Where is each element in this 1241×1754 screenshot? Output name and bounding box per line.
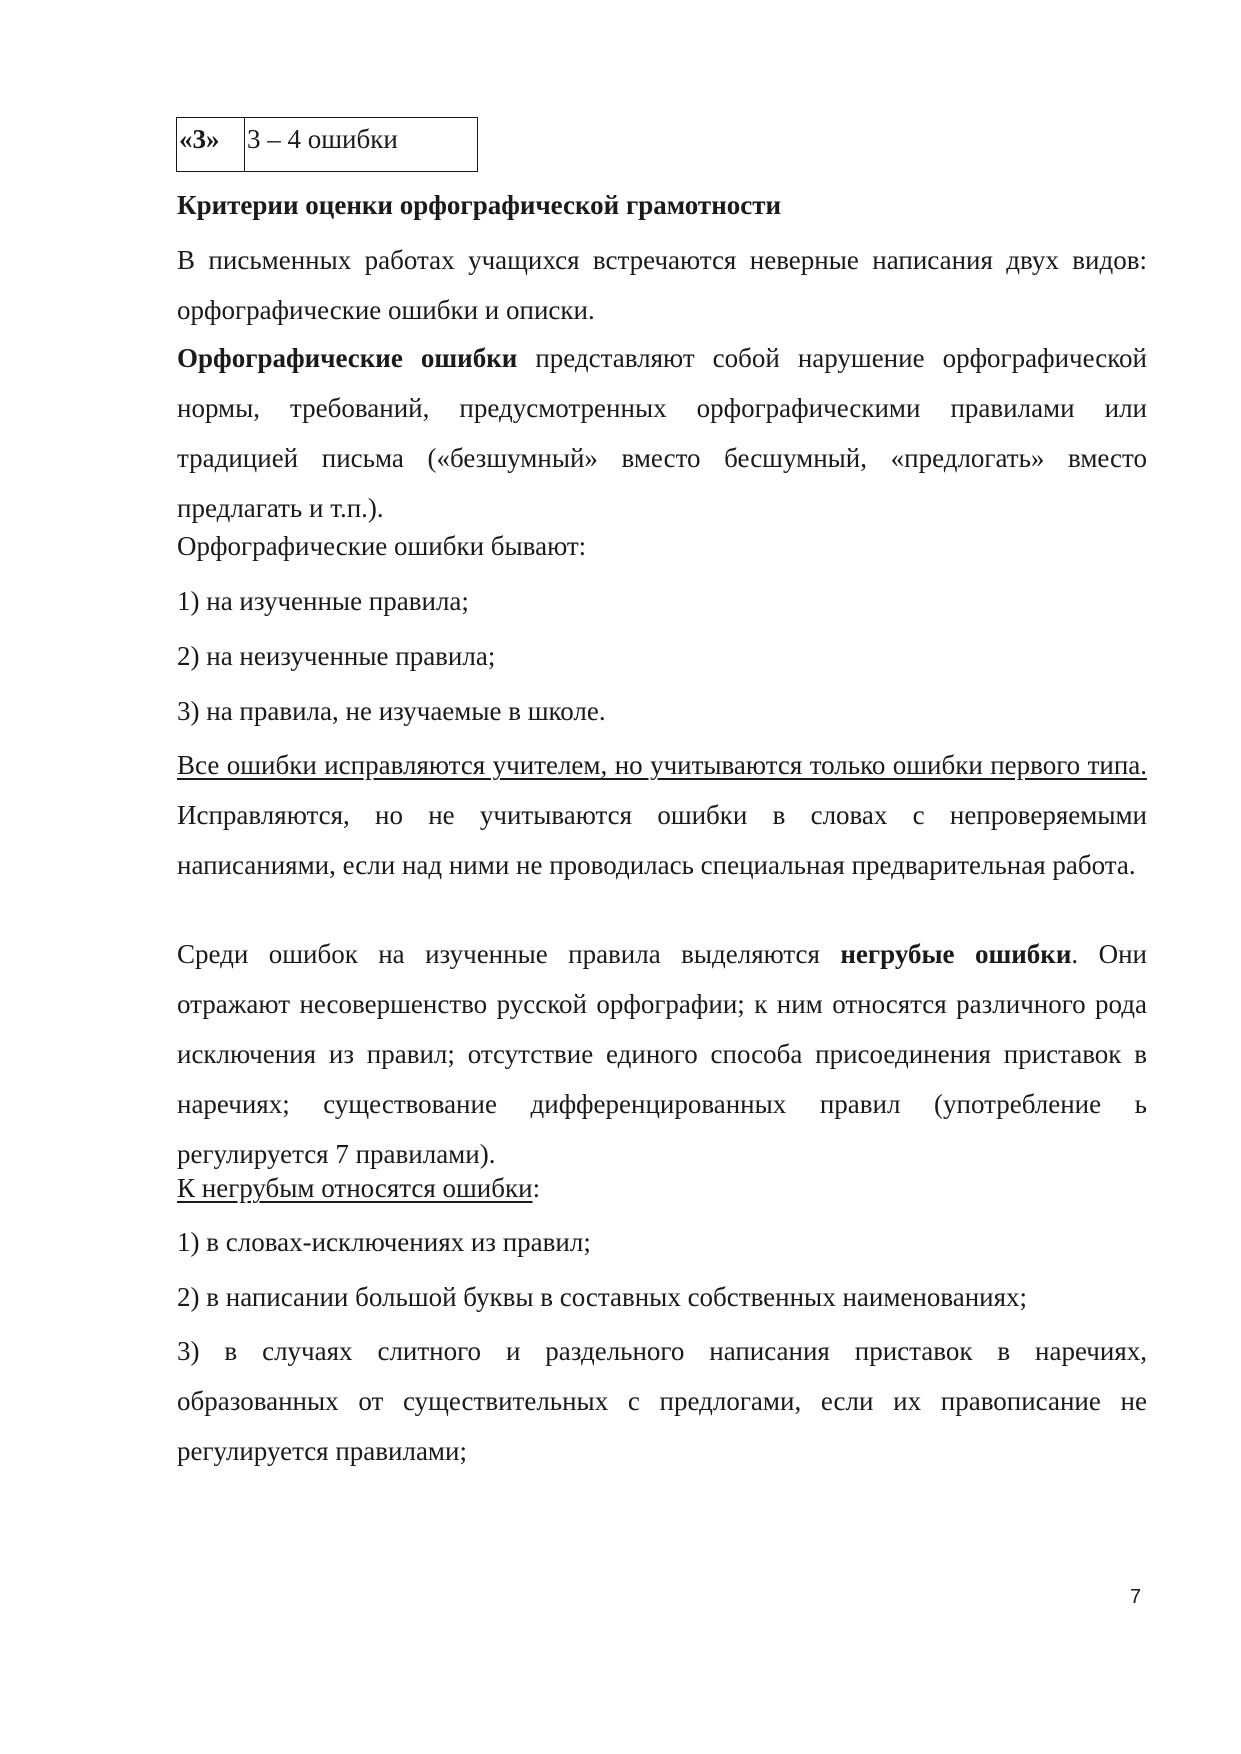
corrections-text: Исправляются, но не учитываются ошибки в словах с непроверяемыми написаниями, если над ними не проводилась специальная предварительная работа. [177, 800, 1147, 880]
definition-text: представляют собой нарушение орфографической нормы, требований, предусмотренных орфографическими правилами или традицией письма («безшумный» вместо бесшумный, «предлогать» вместо предлагать и т.п.). [177, 343, 1147, 523]
paragraph-intro: В письменных работах учащихся встречаются неверные написания двух видов: орфографические ошибки и описки. [177, 245, 1147, 325]
term-minor-errors: негрубые ошибки [840, 939, 1072, 969]
list-item: 1) на изученные правила; [177, 586, 469, 616]
minor-errors-text: . Они отражают несовершенство русской орфографии; к ним относятся различного рода исключения из правил; отсутствие единого способа присоединения приставок в наречиях; существование дифференцированных правил (употребление ь регулируется 7 правилами). [177, 939, 1147, 1169]
list-item: 2) в написании большой буквы в составных собственных наименованиях; [177, 1282, 1028, 1312]
paragraph-corrections [177, 740, 1147, 890]
errors-cell: 3 – 4 ошибки [247, 124, 398, 154]
underlined-minor-heading: К негрубым относятся ошибки [177, 1173, 533, 1203]
paragraph-minor-errors [177, 929, 1147, 1179]
term-orthographic-errors: Орфографические ошибки [177, 343, 518, 373]
page-number: 7 [1130, 1586, 1142, 1608]
underlined-rule: Все ошибки исправляются учителем, но учитываются только ошибки первого типа. [177, 750, 1147, 780]
list-item: 2) на неизученные правила; [177, 641, 496, 671]
colon: : [532, 1173, 541, 1203]
section-heading: Критерии оценки орфографической грамотности [177, 190, 782, 220]
list-item: 3) в случаях слитного и раздельного написания приставок в наречиях, образованных от существительных с предлогами, если их правописание не регулируется правилами; [177, 1336, 1147, 1466]
grade-table [176, 117, 478, 172]
paragraph-error-types: Орфографические ошибки бывают: [177, 531, 587, 561]
paragraph-minor-list-heading [177, 1163, 1147, 1213]
grade-cell: «3» [177, 118, 245, 171]
list-item: 3) на правила, не изучаемые в школе. [177, 696, 606, 726]
list-item: 1) в словах-исключениях из правил; [177, 1227, 591, 1257]
minor-errors-intro: Среди ошибок на изученные правила выделяются [177, 939, 841, 969]
paragraph-orthographic-errors [177, 333, 1147, 533]
